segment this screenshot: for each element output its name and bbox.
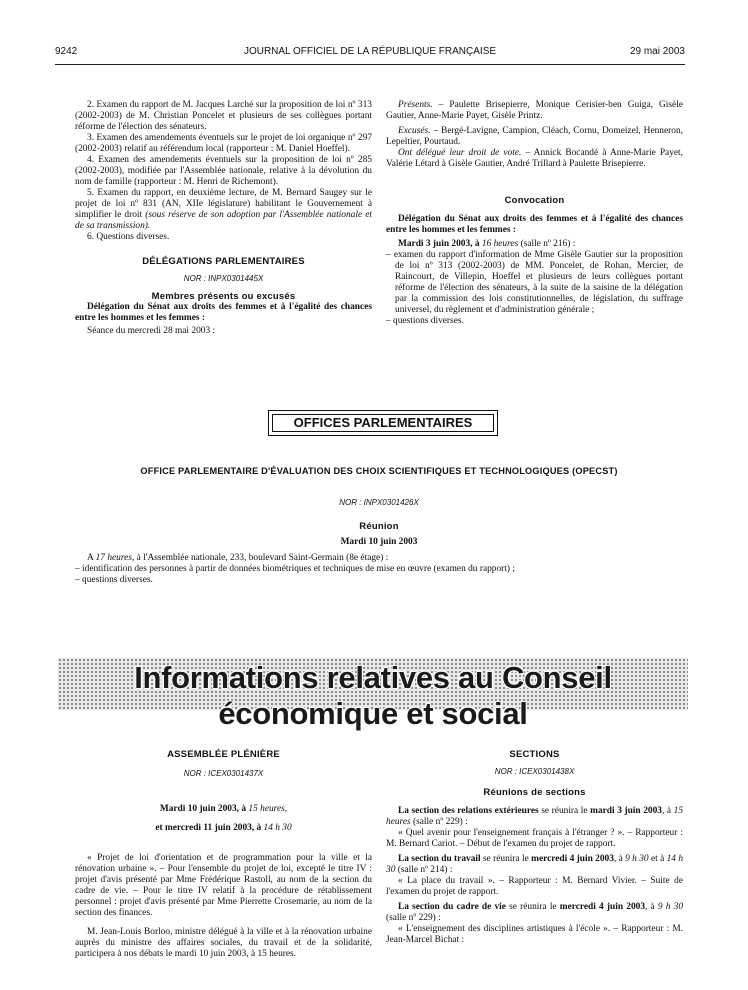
assemblee-date-2: et mercredi 11 juin 2003, à 14 h 30 <box>155 823 292 833</box>
office-item-2: – questions diverses. <box>75 575 153 585</box>
right-column-bottom <box>386 749 683 946</box>
header-rule <box>55 64 685 65</box>
offices-section-title: OFFICES PARLEMENTAIRES <box>293 415 473 430</box>
conseil-banner-title: Informations relatives au Conseil économique et social <box>134 660 612 731</box>
assemblee-nor: NOR : ICEX0301437X <box>183 769 264 778</box>
conseil-banner <box>58 658 688 731</box>
section-2-item: « La place du travail ». – Rapporteur : M. Bernard Vivier. – Suite de l'examen du projet de rapport. <box>386 876 683 897</box>
office-title: OFFICE PARLEMENTAIRE D'ÉVALUATION DES CHOIX SCIENTIFIQUES ET TECHNOLOGIQUES (OPECST) <box>140 466 618 476</box>
office-location: A 17 heures, à l'Assemblée nationale, 233, boulevard Saint-Germain (8e étage) : <box>87 553 389 563</box>
agenda-item-4: 4. Examen des amendements éventuels sur la proposition de loi nº 285 (2002-2003), modifiée par l'Assemblée nationale, relative à la dévolution du nom de famille (rapporteur : M. Henri de Richemont). <box>75 155 372 187</box>
section-3-announcement: La section du cadre de vie se réunira le mercredi 4 juin 2003, à 9 h 30 (salle nº 229) : <box>386 902 684 923</box>
running-header <box>55 46 685 60</box>
membres-heading: Membres présents ou excusés <box>151 291 296 302</box>
office-section <box>75 466 683 586</box>
presents-paragraph: Présents. – Paulette Brisepierre, Monique Cerisier-ben Guiga, Gisèle Gautier, Anne-Marie Payet, Gisèle Printz. <box>386 100 683 121</box>
convocation-item-1: – examen du rapport d'information de Mme Gisèle Gautier sur la proposition de loi nº 313 (2002-2003) de MM. Poncelet, de Rohan, Mercier, de Raincourt, de Villepin, Hoeffel et plusieurs de leurs collègues portant réforme de l'élection des sénateurs, à la suite de la saisine de la délégation par la commission des lois constitutionnelles, de législation, du suffrage universel, du règlement et d'administration générale ; <box>386 250 683 315</box>
right-column-top <box>386 100 683 327</box>
delegation-name: Délégation du Sénat aux droits des femmes et à l'égalité des chances entre les hommes et les femmes : <box>75 302 372 323</box>
section-1-item: « Quel avenir pour l'enseignement français à l'étranger ? ». – Rapporteur : M. Bernard Cariot. – Début de l'examen du projet de rapport. <box>386 828 683 849</box>
page-number: 9242 <box>55 46 78 57</box>
delegations-heading: DÉLÉGATIONS PARLEMENTAIRES <box>142 256 305 267</box>
assemblee-paragraph-2: M. Jean-Louis Borloo, ministre délégué à la ville et à la rénovation urbaine auprès du ministre des affaires sociales, du travail et de la solidarité, participera à nos débats le mardi 10 juin 2003, à 15 heures. <box>75 927 372 959</box>
assemblee-heading: ASSEMBLÉE PLÉNIÈRE <box>167 749 280 760</box>
offices-section-box <box>268 410 498 436</box>
agenda-item-6: 6. Questions diverses. <box>87 232 170 242</box>
agenda-item-5: 5. Examen du rapport, en deuxième lecture, de M. Bernard Saugey sur le projet de loi nº 831 (AN, XIIe législature) habilitant le Gouvernement à simplifier le droit (sous réserve de son adoption par l'Assemblée nationale et de sa transmission). <box>75 188 372 231</box>
office-date: Mardi 10 juin 2003 <box>340 537 418 547</box>
convocation-heading: Convocation <box>504 195 565 206</box>
sections-heading: SECTIONS <box>509 749 560 760</box>
convocation-item-2: – questions diverses. <box>386 316 464 326</box>
convocation-delegation: Délégation du Sénat aux droits des femmes et à l'égalité des chances entre les hommes et les femmes : <box>386 214 683 235</box>
office-reunion-heading: Réunion <box>359 521 399 532</box>
convocation-date: Mardi 3 juin 2003, à 16 heures (salle nº 216) : <box>398 239 576 249</box>
reunions-heading: Réunions de sections <box>483 787 586 798</box>
left-column-top <box>75 100 372 337</box>
agenda-item-2: 2. Examen du rapport de M. Jacques Larché sur la proposition de loi nº 313 (2002-2003) de M. Christian Poncelet et plusieurs de ses collègues portant réforme de l'élection des sénateurs. <box>75 100 372 132</box>
section-1-announcement: La section des relations extérieures se réunira le mardi 3 juin 2003, à 15 heures (salle nº 229) : <box>386 806 683 827</box>
sections-nor: NOR : ICEX0301438X <box>494 767 575 776</box>
agenda-item-3: 3. Examen des amendements éventuels sur le projet de loi organique nº 297 (2002-2003) relatif au référendum local (rapporteur : M. Daniel Hoeffel). <box>75 133 372 154</box>
left-column-bottom <box>75 749 372 960</box>
seance-date: Séance du mercredi 28 mai 2003 : <box>87 326 216 336</box>
delegue-paragraph: Ont délégué leur droit de vote. – Annick Bocandé à Anne-Marie Payet, Valérie Létard à Gisèle Gautier, André Trillard à Paulette Brisepierre. <box>386 148 683 169</box>
journal-title: JOURNAL OFFICIEL DE LA RÉPUBLIQUE FRANÇAISE <box>243 46 497 57</box>
nor-reference: NOR : INPX0301445X <box>183 274 264 283</box>
issue-date: 29 mai 2003 <box>629 46 685 57</box>
section-3-item: « L'enseignement des disciplines artistiques à l'école ». – Rapporteur : M. Jean-Marcel Bichat : <box>386 924 683 945</box>
office-nor: NOR : INPX0301426X <box>339 498 419 507</box>
excuses-paragraph: Excusés. – Bergé-Lavigne, Campion, Cléach, Cornu, Domeizel, Henneron, Lepeltier, Pourtaud. <box>386 126 683 147</box>
assemblee-paragraph-1: « Projet de loi d'orientation et de programmation pour la ville et la rénovation urbaine ». – Pour l'ensemble du projet de loi, excepté le titre IV : projet d'avis présenté par Mme Frédérique Rastoll, au nom de la section du cadre de vie. – Pour le titre IV relatif à la procédure de rétablissement personnel : projet d'avis présenté par Mme Pierrette Crosemarie, au nom de la section des finances. <box>75 853 372 918</box>
office-item-1: – identification des personnes à partir de données biométriques et techniques de mise en œuvre (examen du rapport) ; <box>75 564 515 574</box>
section-2-announcement: La section du travail se réunira le mercredi 4 juin 2003, à 9 h 30 et à 14 h 30 (salle nº 214) : <box>386 854 684 875</box>
assemblee-date-1: Mardi 10 juin 2003, à 15 heures, <box>159 804 288 814</box>
